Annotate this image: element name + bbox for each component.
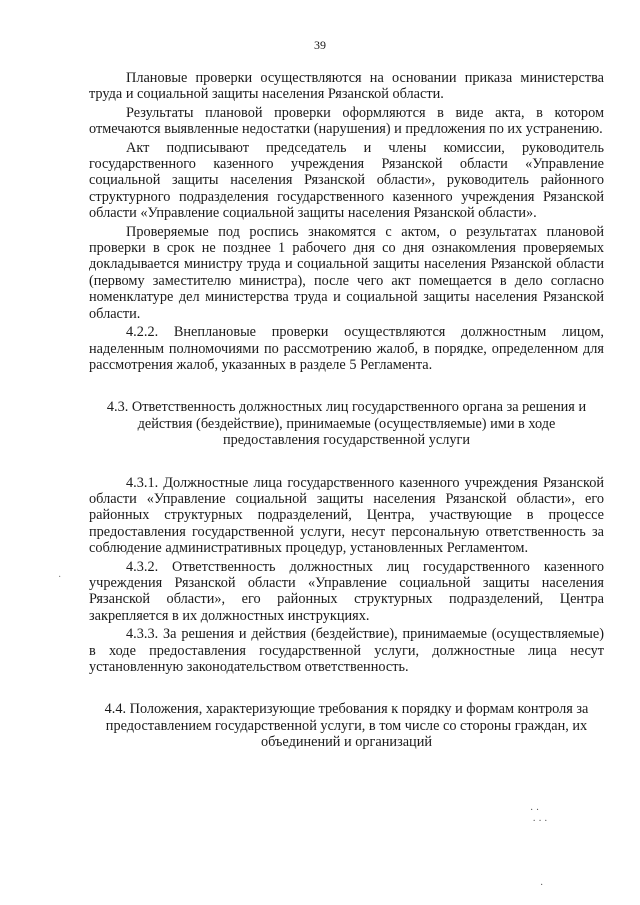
paragraph-4-2-2: 4.2.2. Внеплановые проверки осуществляются должностным лицом, наделенным полномочиями по рассмотрению жалоб, в порядке, определенном для рассмотрения жалоб, указанных в разделе 5 Регламента.: [89, 324, 604, 373]
section-heading-4-3: 4.3. Ответственность должностных лиц государственного органа за решения и действия (бездействие), принимаемые (осуществляемые) ими в ходе предоставления государственной услуги: [106, 399, 587, 449]
paragraph-act-acquaintance: Проверяемые под роспись знакомятся с актом, о результатах плановой проверки в срок не позднее 1 рабочего дня со дня ознакомления проверяемых докладывается министру труда и социальной защиты населения Рязанской области (первому заместителю министра), после чего акт помещается в дело согласно номенклатуре дел министерства труда и социальной защиты населения Рязанской области.: [89, 223, 604, 322]
section-heading-4-4: 4.4. Положения, характеризующие требования к порядку и формам контроля за предоставлением государственной услуги, в том числе со стороны граждан, их объединений и организаций: [104, 701, 589, 751]
scan-speck: ·: [58, 572, 62, 583]
paragraph-act-signatories: Акт подписывают председатель и члены комиссии, руководитель государственного казенного учреждения Рязанской области «Управление социальной защиты населения Рязанской области», руководитель районного структурного подразделения государственного казенного учреждения Рязанской области «Управление социальной защиты населения Рязанской области».: [89, 139, 604, 222]
scan-specks: · · · · ·: [530, 805, 548, 827]
paragraph-4-3-3: 4.3.3. За решения и действия (бездействие), принимаемые (осуществляемые) в ходе предоставления государственной услуги, должностные лица несут установленную законодательством ответственность.: [89, 626, 604, 675]
paragraph-inspection-results: Результаты плановой проверки оформляются в виде акта, в котором отмечаются выявленные недостатки (нарушения) и предложения по их устранению.: [89, 104, 604, 138]
paragraph-4-3-2: 4.3.2. Ответственность должностных лиц государственного казенного учреждения Рязанской области «Управление социальной защиты населения Рязанской области», его районных структурных подразделений, Центра закрепляется в их должностных инструкциях.: [89, 558, 604, 624]
paragraph-4-3-1: 4.3.1. Должностные лица государственного казенного учреждения Рязанской области «Управление социальной защиты населения Рязанской области», его районных структурных подразделений, Центра, участвующие в процессе предоставления государственной услуги, несут персональную ответственность за соблюдение административных процедур, установленных Регламентом.: [89, 474, 604, 557]
document-body: [89, 70, 604, 751]
paragraph-planned-inspections: Плановые проверки осуществляются на основании приказа министерства труда и социальной защиты населения Рязанской области.: [89, 70, 604, 103]
page-number: 39: [314, 38, 326, 52]
scan-speck: ·: [540, 880, 544, 891]
